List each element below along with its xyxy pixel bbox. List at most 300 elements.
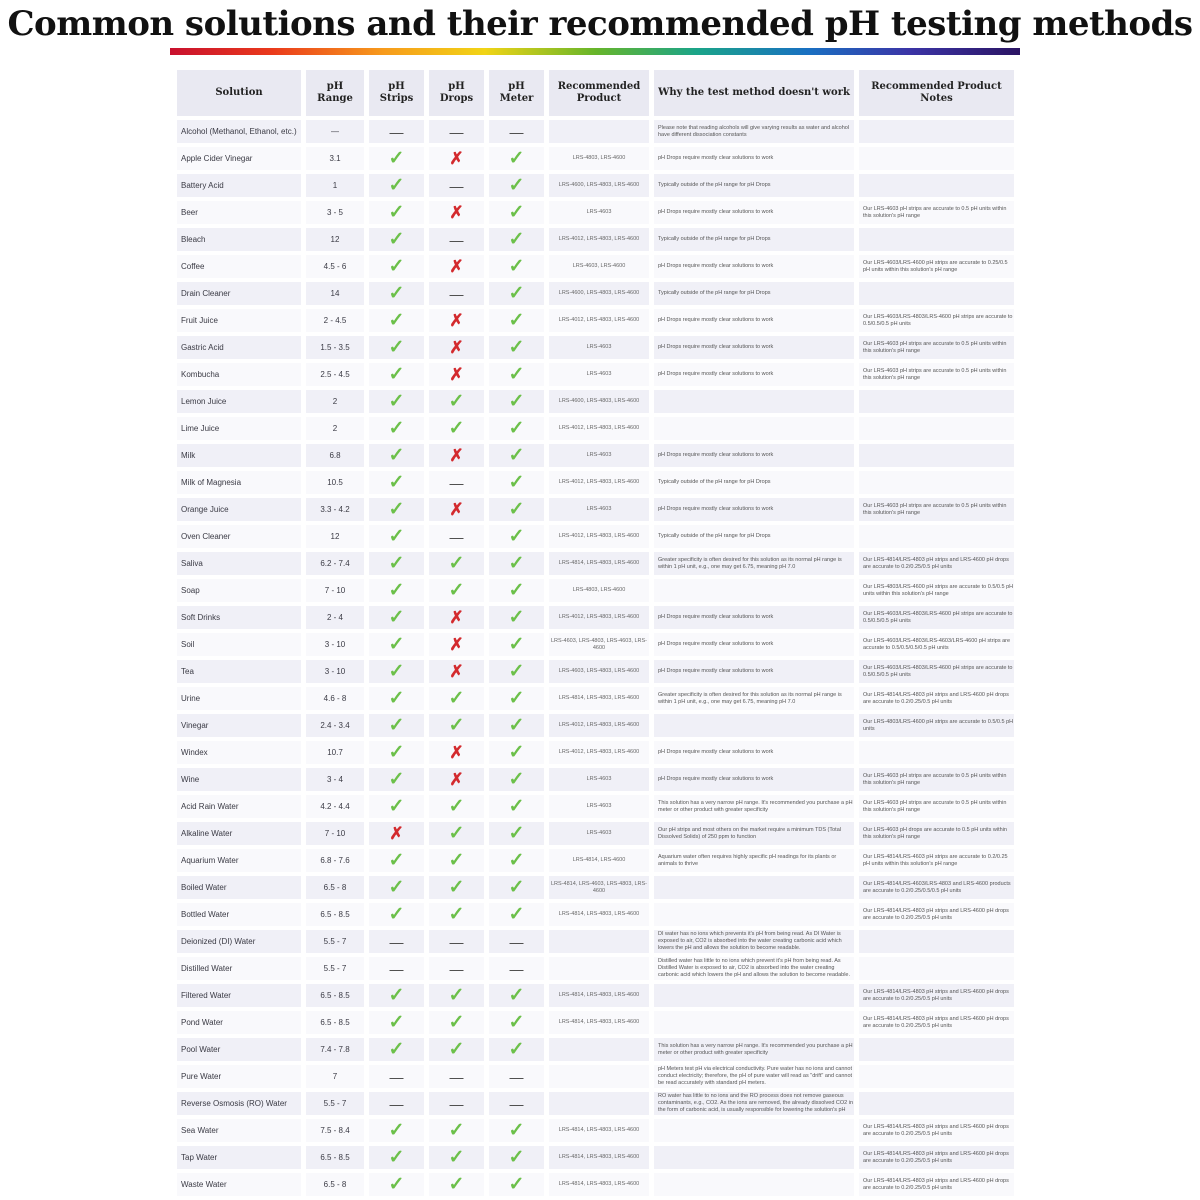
table-row [170, 739, 1020, 766]
cell-recommended-product-text: LRS-4814, LRS-4803, LRS-4600 [558, 1127, 640, 1133]
cell-ph-drops [429, 201, 484, 224]
cell-ph-range [306, 768, 364, 791]
check-icon: ✓ [508, 795, 525, 817]
cell-why-not-work-text: Typically outside of the pH range for pH Drops [658, 479, 771, 485]
check-icon: ✓ [388, 417, 405, 439]
cell-why-not-work-text: DI water has no ions which prevents it's pH from being read. As DI Water is exposed to air, CO2 is absorbed into the water creating carbonic acid which lowers the pH and allows the solution to become readable. [658, 931, 842, 951]
cell-why-not-work [654, 417, 854, 440]
cell-ph-strips [369, 1146, 424, 1169]
cell-ph-range-text: 6.2 - 7.4 [320, 559, 350, 568]
check-icon: ✓ [388, 660, 405, 682]
cell-ph-range-text: 4.2 - 4.4 [320, 802, 350, 811]
cell-product-notes [859, 1011, 1014, 1034]
cell-ph-range-text: 2 [332, 424, 338, 433]
cell-why-not-work [654, 552, 854, 575]
table-row [170, 712, 1020, 739]
cell-product-notes-text: Our LRS-4603/LRS-4600 pH strips are accurate to 0.25/0.5 pH units within this solution's pH range [863, 259, 1008, 273]
cell-solution [177, 741, 301, 764]
cell-product-notes [859, 633, 1014, 656]
cell-product-notes-text: Our LRS-4603 pH strips are accurate to 0.5 pH units within this solution's pH range [863, 799, 1007, 813]
dash-icon: — [509, 123, 524, 140]
cell-ph-strips [369, 1011, 424, 1034]
cell-ph-drops [429, 1065, 484, 1088]
cell-ph-strips [369, 930, 424, 953]
cell-ph-drops [429, 444, 484, 467]
check-icon: ✓ [388, 282, 405, 304]
cell-ph-range-text: 12 [330, 235, 340, 244]
cell-product-notes [859, 1065, 1014, 1088]
cell-recommended-product-text: LRS-4603 [586, 506, 612, 512]
cell-product-notes-text: Our LRS-4814/LRS-4803 pH strips and LRS-4600 pH drops are accurate to 0.2/0.25/0.5 pH units [863, 691, 1009, 705]
cell-ph-meter [489, 201, 544, 224]
check-icon: ✓ [448, 1173, 465, 1195]
cell-why-not-work [654, 768, 854, 791]
cell-ph-range [306, 876, 364, 899]
cell-solution [177, 201, 301, 224]
cell-solution-text: Soap [181, 586, 200, 595]
cell-solution [177, 525, 301, 548]
check-icon: ✓ [388, 309, 405, 331]
cell-why-not-work-text: pH Drops require mostly clear solutions to work [658, 209, 774, 215]
cell-ph-range-text: 3.3 - 4.2 [320, 505, 350, 514]
cell-product-notes-text: Our LRS-4814/LRS-4803 pH strips and LRS-4600 pH drops are accurate to 0.2/0.25/0.5 pH units [863, 1123, 1009, 1137]
cell-why-not-work-text: This solution has a very narrow pH range. It's recommended you purchase a pH meter or other product with greater specificity [658, 799, 853, 813]
cell-why-not-work-text: Distilled water has little to no ions which prevent it's pH from being read. As Distilled Water is exposed to air, CO2 is absorbed into the water creating carbonic acid which lowers the pH and allows the solution to become readable. [658, 958, 850, 978]
cell-why-not-work [654, 957, 854, 980]
table-header-row [170, 68, 1020, 118]
cell-why-not-work [654, 201, 854, 224]
check-icon: ✓ [508, 822, 525, 844]
cell-solution-text: Alkaline Water [181, 829, 233, 838]
cell-ph-range-text: 3 - 4 [326, 775, 343, 784]
cell-ph-strips [369, 606, 424, 629]
cell-ph-strips [369, 471, 424, 494]
check-icon: ✓ [388, 498, 405, 520]
cell-ph-meter [489, 849, 544, 872]
cell-ph-range [306, 1038, 364, 1061]
cell-product-notes [859, 957, 1014, 980]
cell-ph-drops [429, 255, 484, 278]
cell-ph-strips [369, 444, 424, 467]
cell-ph-meter [489, 876, 544, 899]
cell-solution [177, 606, 301, 629]
cell-why-not-work-text: pH Drops require mostly clear solutions to work [658, 263, 774, 269]
cell-recommended-product-text: LRS-4600, LRS-4803, LRS-4600 [558, 182, 640, 188]
cell-why-not-work [654, 336, 854, 359]
check-icon: ✓ [448, 417, 465, 439]
cell-ph-range-text: 14 [330, 289, 340, 298]
cell-ph-meter [489, 498, 544, 521]
cell-ph-meter [489, 930, 544, 953]
table-row [170, 496, 1020, 523]
cell-ph-range-text: 6.5 - 8.5 [320, 991, 350, 1000]
check-icon: ✓ [508, 255, 525, 277]
cell-recommended-product [549, 552, 649, 575]
cell-solution [177, 903, 301, 926]
cell-product-notes-text: Our LRS-4814/LRS-4603 pH strips are accurate to 0.2/0.25 pH units within this solution's pH range [863, 853, 1008, 867]
cell-ph-meter [489, 606, 544, 629]
cell-solution [177, 633, 301, 656]
cell-solution-text: Vinegar [181, 721, 209, 730]
cell-solution-text: Oven Cleaner [181, 532, 231, 541]
cell-why-not-work [654, 660, 854, 683]
cell-ph-drops [429, 984, 484, 1007]
cell-solution [177, 930, 301, 953]
check-icon: ✓ [508, 174, 525, 196]
check-icon: ✓ [508, 363, 525, 385]
cell-recommended-product [549, 363, 649, 386]
cell-ph-range [306, 633, 364, 656]
cell-product-notes-text: Our LRS-4603 pH strips are accurate to 0.5 pH units within this solution's pH range [863, 367, 1007, 381]
table-row [170, 955, 1020, 982]
cell-product-notes-text: Our LRS-4814/LRS-4603/LRS-4803 and LRS-4600 products are accurate to 0.2/0.25/0.5/0.5 pH units [863, 880, 1011, 894]
check-icon: ✓ [508, 606, 525, 628]
cell-recommended-product [549, 174, 649, 197]
cell-ph-strips [369, 849, 424, 872]
cell-ph-range [306, 1173, 364, 1196]
cell-product-notes [859, 255, 1014, 278]
cell-why-not-work [654, 822, 854, 845]
table-row [170, 307, 1020, 334]
cell-solution [177, 822, 301, 845]
check-icon: ✓ [508, 633, 525, 655]
cell-ph-drops [429, 930, 484, 953]
cell-ph-strips [369, 687, 424, 710]
cell-solution-text: Acid Rain Water [181, 802, 239, 811]
cell-why-not-work [654, 903, 854, 926]
cell-recommended-product [549, 1119, 649, 1142]
dash-icon: — [449, 177, 464, 194]
cell-solution [177, 1011, 301, 1034]
cell-solution-text: Tap Water [181, 1153, 218, 1162]
check-icon: ✓ [448, 903, 465, 925]
check-icon: ✓ [508, 714, 525, 736]
cell-ph-range [306, 957, 364, 980]
cell-recommended-product [549, 1038, 649, 1061]
check-icon: ✓ [448, 795, 465, 817]
cell-recommended-product [549, 1092, 649, 1115]
table-row [170, 685, 1020, 712]
table-row [170, 847, 1020, 874]
cell-ph-meter [489, 1146, 544, 1169]
cell-ph-strips [369, 174, 424, 197]
cell-product-notes-text: Our LRS-4603 pH strips are accurate to 0.5 pH units within this solution's pH range [863, 772, 1007, 786]
check-icon: ✓ [388, 228, 405, 250]
cell-ph-drops [429, 309, 484, 332]
cell-ph-drops [429, 579, 484, 602]
cell-ph-drops [429, 1092, 484, 1115]
check-icon: ✓ [388, 174, 405, 196]
cell-recommended-product-text: LRS-4012, LRS-4803, LRS-4600 [558, 425, 640, 431]
cell-product-notes [859, 714, 1014, 737]
cell-ph-drops [429, 498, 484, 521]
cross-icon: ✗ [449, 364, 464, 384]
check-icon: ✓ [508, 309, 525, 331]
cell-solution [177, 768, 301, 791]
cell-recommended-product [549, 1146, 649, 1169]
cell-why-not-work [654, 228, 854, 251]
cell-recommended-product-text: LRS-4600, LRS-4803, LRS-4600 [558, 290, 640, 296]
check-icon: ✓ [388, 201, 405, 223]
check-icon: ✓ [388, 903, 405, 925]
cell-solution-text: Wine [181, 775, 200, 784]
cell-ph-range-text: 12 [330, 532, 340, 541]
dash-icon: — [389, 933, 404, 950]
check-icon: ✓ [388, 363, 405, 385]
cell-ph-strips [369, 282, 424, 305]
table-row [170, 361, 1020, 388]
cell-ph-strips [369, 309, 424, 332]
cell-product-notes [859, 498, 1014, 521]
cell-why-not-work-text: Please note that reading alcohols will give varying results as water and alcohol have different dissociation constants [658, 124, 850, 138]
cell-product-notes-text: Our LRS-4603/LRS-4803/LRS-4600 pH strips are accurate to 0.5/0.5/0.5 pH units [863, 610, 1013, 624]
cell-solution-text: Tea [181, 667, 194, 676]
cell-ph-drops [429, 849, 484, 872]
cell-ph-range-text: 2 [332, 397, 338, 406]
cell-product-notes [859, 660, 1014, 683]
cell-ph-drops [429, 147, 484, 170]
check-icon: ✓ [508, 1038, 525, 1060]
header-solution: Solution [177, 70, 301, 116]
cell-ph-range-text: 2.5 - 4.5 [320, 370, 350, 379]
cell-product-notes-text: Our LRS-4814/LRS-4803 pH strips and LRS-4600 pH drops are accurate to 0.2/0.25/0.5 pH units [863, 907, 1009, 921]
check-icon: ✓ [508, 660, 525, 682]
cell-recommended-product-text: LRS-4012, LRS-4803, LRS-4600 [558, 236, 640, 242]
cross-icon: ✗ [449, 445, 464, 465]
table-body [170, 118, 1020, 1198]
cell-product-notes [859, 444, 1014, 467]
cell-ph-drops [429, 336, 484, 359]
cell-why-not-work [654, 390, 854, 413]
cell-ph-strips [369, 633, 424, 656]
check-icon: ✓ [388, 741, 405, 763]
cell-solution-text: Windex [181, 748, 208, 757]
cell-solution-text: Apple Cider Vinegar [181, 154, 253, 163]
cell-solution-text: Coffee [181, 262, 205, 271]
cell-recommended-product [549, 822, 649, 845]
check-icon: ✓ [508, 417, 525, 439]
cell-product-notes [859, 741, 1014, 764]
check-icon: ✓ [388, 444, 405, 466]
dash-icon: — [449, 1095, 464, 1112]
cell-solution [177, 1092, 301, 1115]
cell-solution [177, 1119, 301, 1142]
cell-solution [177, 444, 301, 467]
cell-product-notes [859, 552, 1014, 575]
cell-why-not-work [654, 282, 854, 305]
cell-solution [177, 849, 301, 872]
cell-ph-range [306, 336, 364, 359]
cell-ph-strips [369, 1038, 424, 1061]
cell-product-notes [859, 1173, 1014, 1196]
header-ph-range: pH Range [306, 70, 364, 116]
cell-ph-range [306, 255, 364, 278]
cell-ph-range [306, 444, 364, 467]
cell-ph-range [306, 1092, 364, 1115]
cell-ph-meter [489, 1092, 544, 1115]
cell-recommended-product-text: LRS-4012, LRS-4803, LRS-4600 [558, 479, 640, 485]
cell-solution-text: Bleach [181, 235, 206, 244]
check-icon: ✓ [508, 1119, 525, 1141]
dash-icon: — [449, 960, 464, 977]
check-icon: ✓ [508, 498, 525, 520]
cell-solution [177, 363, 301, 386]
cell-ph-range-text: 7 - 10 [324, 829, 346, 838]
cell-why-not-work [654, 1119, 854, 1142]
cell-ph-meter [489, 957, 544, 980]
cell-recommended-product [549, 390, 649, 413]
cell-solution [177, 471, 301, 494]
cell-ph-range [306, 606, 364, 629]
cell-recommended-product-text: LRS-4603 [586, 344, 612, 350]
cell-recommended-product-text: LRS-4814, LRS-4803, LRS-4600 [558, 1154, 640, 1160]
table-row [170, 766, 1020, 793]
cell-recommended-product [549, 1065, 649, 1088]
cell-ph-meter [489, 552, 544, 575]
cell-ph-range [306, 795, 364, 818]
cell-ph-meter [489, 444, 544, 467]
cell-recommended-product [549, 282, 649, 305]
cell-why-not-work [654, 1038, 854, 1061]
cell-ph-drops [429, 363, 484, 386]
header-recommended-product: Recommended Product [549, 70, 649, 116]
cell-ph-range-text: 3.1 [329, 154, 341, 163]
cell-ph-range [306, 741, 364, 764]
cell-solution [177, 552, 301, 575]
cell-why-not-work [654, 1146, 854, 1169]
cell-ph-range [306, 174, 364, 197]
cell-recommended-product [549, 876, 649, 899]
cell-ph-meter [489, 1011, 544, 1034]
cell-why-not-work-text: pH Meters test pH via electrical conductivity. Pure water has no ions and cannot conduct electricity; therefore, the pH of pure water will read as "drift" and cannot be read accurately with standard pH meters. [658, 1066, 853, 1086]
cell-solution-text: Kombucha [181, 370, 220, 379]
cell-recommended-product [549, 525, 649, 548]
cell-recommended-product-text: LRS-4603 [586, 371, 612, 377]
cell-ph-meter [489, 228, 544, 251]
cell-ph-range-text: 7 [332, 1072, 338, 1081]
cell-why-not-work [654, 687, 854, 710]
check-icon: ✓ [388, 633, 405, 655]
cell-why-not-work-text: pH Drops require mostly clear solutions to work [658, 749, 774, 755]
cell-ph-range [306, 822, 364, 845]
cell-ph-drops [429, 1173, 484, 1196]
cell-recommended-product-text: LRS-4012, LRS-4803, LRS-4600 [558, 749, 640, 755]
cross-icon: ✗ [449, 742, 464, 762]
cell-recommended-product-text: LRS-4814, LRS-4803, LRS-4600 [558, 1181, 640, 1187]
cell-ph-range-text: 1 [332, 181, 338, 190]
cell-product-notes [859, 795, 1014, 818]
cell-recommended-product [549, 903, 649, 926]
cell-recommended-product-text: LRS-4814, LRS-4803, LRS-4600 [558, 560, 640, 566]
check-icon: ✓ [448, 687, 465, 709]
cell-ph-range [306, 660, 364, 683]
dash-icon: — [449, 528, 464, 545]
cell-ph-strips [369, 336, 424, 359]
cross-icon: ✗ [449, 499, 464, 519]
cell-ph-meter [489, 1038, 544, 1061]
cell-recommended-product [549, 957, 649, 980]
cell-ph-range [306, 390, 364, 413]
cell-recommended-product [549, 714, 649, 737]
cell-why-not-work [654, 255, 854, 278]
check-icon: ✓ [508, 687, 525, 709]
cell-recommended-product-text: LRS-4603 [586, 803, 612, 809]
cell-why-not-work [654, 633, 854, 656]
cell-ph-drops [429, 957, 484, 980]
cell-solution-text: Waste Water [181, 1180, 227, 1189]
cell-ph-drops [429, 822, 484, 845]
cell-why-not-work-text: pH Drops require mostly clear solutions to work [658, 452, 774, 458]
check-icon: ✓ [448, 1011, 465, 1033]
cell-why-not-work-text: pH Drops require mostly clear solutions to work [658, 641, 774, 647]
cell-ph-meter [489, 768, 544, 791]
cell-why-not-work-text: pH Drops require mostly clear solutions to work [658, 614, 774, 620]
dash-icon: — [449, 285, 464, 302]
cell-recommended-product-text: LRS-4012, LRS-4803, LRS-4600 [558, 533, 640, 539]
cell-why-not-work [654, 984, 854, 1007]
cell-recommended-product [549, 147, 649, 170]
cell-why-not-work-text: Our pH strips and most others on the market require a minimum TDS (Total Dissolved Solids) of 250 ppm to function [658, 826, 841, 840]
table-row [170, 334, 1020, 361]
header-ph-meter: pH Meter [489, 70, 544, 116]
check-icon: ✓ [508, 849, 525, 871]
cell-ph-range [306, 984, 364, 1007]
cell-recommended-product [549, 795, 649, 818]
cell-solution-text: Pure Water [181, 1072, 222, 1081]
cell-ph-meter [489, 282, 544, 305]
cell-solution-text: Boiled Water [181, 883, 227, 892]
cell-ph-drops [429, 471, 484, 494]
cell-ph-strips [369, 417, 424, 440]
table-row [170, 820, 1020, 847]
cell-recommended-product [549, 768, 649, 791]
cell-ph-meter [489, 579, 544, 602]
table-row [170, 793, 1020, 820]
cell-why-not-work-text: pH Drops require mostly clear solutions to work [658, 317, 774, 323]
cell-ph-meter [489, 741, 544, 764]
table-row [170, 1009, 1020, 1036]
cell-ph-range-text: 4.6 - 8 [323, 694, 347, 703]
cell-why-not-work [654, 606, 854, 629]
cell-ph-strips [369, 1065, 424, 1088]
check-icon: ✓ [388, 255, 405, 277]
check-icon: ✓ [508, 876, 525, 898]
cell-ph-range-text: — [331, 127, 339, 136]
cell-solution-text: Urine [181, 694, 201, 703]
cell-ph-range [306, 687, 364, 710]
cell-recommended-product [549, 336, 649, 359]
cell-solution-text: Beer [181, 208, 198, 217]
cell-recommended-product [549, 984, 649, 1007]
cell-why-not-work-text: This solution has a very narrow pH range. It's recommended you purchase a pH meter or other product with greater specificity [658, 1042, 853, 1056]
cell-ph-range-text: 6.5 - 8 [323, 883, 347, 892]
cell-why-not-work [654, 849, 854, 872]
cell-product-notes [859, 768, 1014, 791]
dash-icon: — [449, 123, 464, 140]
cell-why-not-work-text: pH Drops require mostly clear solutions to work [658, 776, 774, 782]
cell-why-not-work [654, 444, 854, 467]
cell-ph-strips [369, 903, 424, 926]
cell-why-not-work-text: Typically outside of the pH range for pH Drops [658, 290, 771, 296]
cell-solution [177, 1146, 301, 1169]
check-icon: ✓ [448, 822, 465, 844]
check-icon: ✓ [508, 984, 525, 1006]
cell-ph-strips [369, 660, 424, 683]
cell-recommended-product [549, 201, 649, 224]
check-icon: ✓ [448, 876, 465, 898]
cell-why-not-work [654, 471, 854, 494]
cell-ph-strips [369, 1119, 424, 1142]
